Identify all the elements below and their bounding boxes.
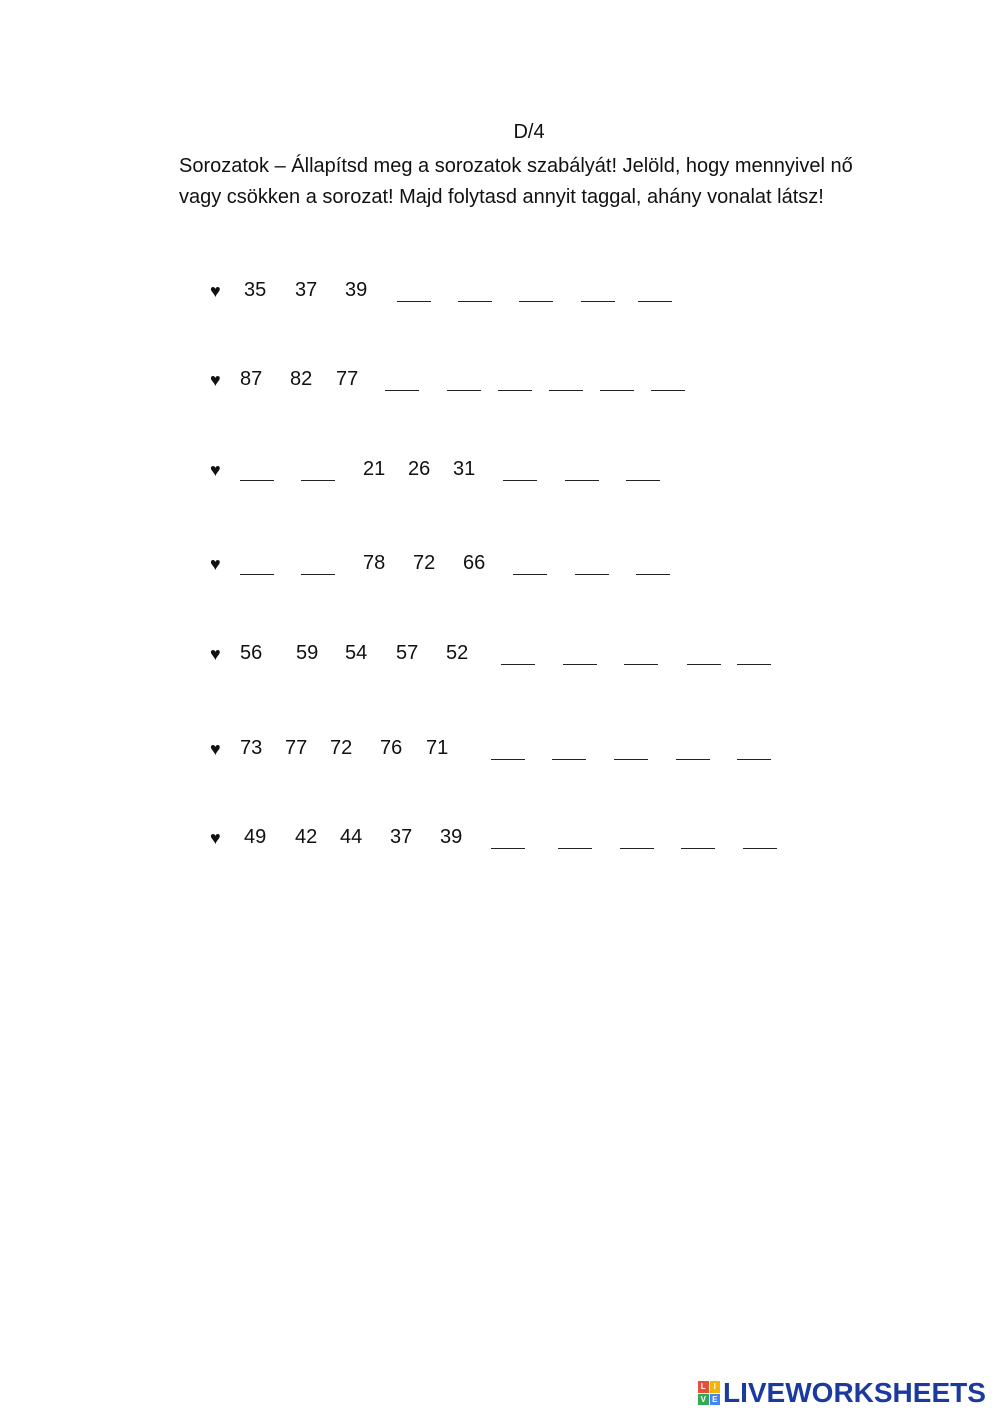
answer-blank[interactable] (575, 552, 609, 575)
sequence-number: 56 (240, 642, 263, 664)
heart-bullet-icon: ♥ (210, 281, 221, 301)
answer-blank[interactable] (626, 458, 660, 481)
answer-blank[interactable] (301, 458, 335, 481)
answer-blank[interactable] (614, 737, 648, 760)
sequence-number: 77 (336, 368, 359, 390)
answer-blank[interactable] (620, 826, 654, 849)
answer-blank[interactable] (552, 737, 586, 760)
sequence-number: 44 (340, 826, 363, 848)
answer-blank[interactable] (491, 737, 525, 760)
sequence-number: 71 (426, 737, 449, 759)
sequence-number: 21 (363, 458, 386, 480)
answer-blank[interactable] (651, 368, 685, 391)
answer-blank[interactable] (498, 368, 532, 391)
answer-blank[interactable] (638, 279, 672, 302)
sequence-number: 49 (244, 826, 267, 848)
answer-blank[interactable] (558, 826, 592, 849)
heart-bullet-icon: ♥ (210, 370, 221, 390)
answer-blank[interactable] (737, 737, 771, 760)
answer-blank[interactable] (458, 279, 492, 302)
heart-bullet-icon: ♥ (210, 644, 221, 664)
sequence-number: 59 (296, 642, 319, 664)
sequence-number: 78 (363, 552, 386, 574)
sequence-number: 54 (345, 642, 368, 664)
sequence-number: 37 (390, 826, 413, 848)
answer-blank[interactable] (397, 279, 431, 302)
logo-mark-icon: L I V E (698, 1381, 720, 1405)
sequence-number: 37 (295, 279, 318, 301)
sequence-number: 57 (396, 642, 419, 664)
sequence-number: 82 (290, 368, 313, 390)
sequence-number: 35 (244, 279, 267, 301)
answer-blank[interactable] (240, 552, 274, 575)
sequence-number: 87 (240, 368, 263, 390)
sequence-number: 31 (453, 458, 476, 480)
sequence-number: 76 (380, 737, 403, 759)
sequence-number: 39 (440, 826, 463, 848)
answer-blank[interactable] (737, 642, 771, 665)
answer-blank[interactable] (687, 642, 721, 665)
answer-blank[interactable] (565, 458, 599, 481)
heart-bullet-icon: ♥ (210, 739, 221, 759)
heart-bullet-icon: ♥ (210, 554, 221, 574)
answer-blank[interactable] (563, 642, 597, 665)
sequence-number: 72 (413, 552, 436, 574)
liveworksheets-logo (698, 1378, 986, 1408)
answer-blank[interactable] (549, 368, 583, 391)
answer-blank[interactable] (447, 368, 481, 391)
answer-blank[interactable] (301, 552, 335, 575)
answer-blank[interactable] (385, 368, 419, 391)
sequence-number: 66 (463, 552, 486, 574)
answer-blank[interactable] (513, 552, 547, 575)
answer-blank[interactable] (240, 458, 274, 481)
heart-bullet-icon: ♥ (210, 828, 221, 848)
answer-blank[interactable] (503, 458, 537, 481)
sequence-number: 72 (330, 737, 353, 759)
answer-blank[interactable] (491, 826, 525, 849)
logo-text: LIVEWORKSHEETS (723, 1377, 986, 1408)
answer-blank[interactable] (676, 737, 710, 760)
sequence-number: 39 (345, 279, 368, 301)
sequence-number: 42 (295, 826, 318, 848)
page-title: D/4 (513, 121, 545, 143)
instructions-text: Sorozatok – Állapítsd meg a sorozatok szabályát! Jelöld, hogy mennyivel nő vagy csökken a sorozat! Majd folytasd annyit taggal, ahány vonalat látsz! (179, 155, 853, 208)
heart-bullet-icon: ♥ (210, 460, 221, 480)
answer-blank[interactable] (743, 826, 777, 849)
sequence-number: 73 (240, 737, 263, 759)
answer-blank[interactable] (624, 642, 658, 665)
sequence-number: 52 (446, 642, 469, 664)
answer-blank[interactable] (681, 826, 715, 849)
sequence-number: 26 (408, 458, 431, 480)
answer-blank[interactable] (501, 642, 535, 665)
sequence-number: 77 (285, 737, 308, 759)
answer-blank[interactable] (581, 279, 615, 302)
answer-blank[interactable] (636, 552, 670, 575)
answer-blank[interactable] (600, 368, 634, 391)
answer-blank[interactable] (519, 279, 553, 302)
